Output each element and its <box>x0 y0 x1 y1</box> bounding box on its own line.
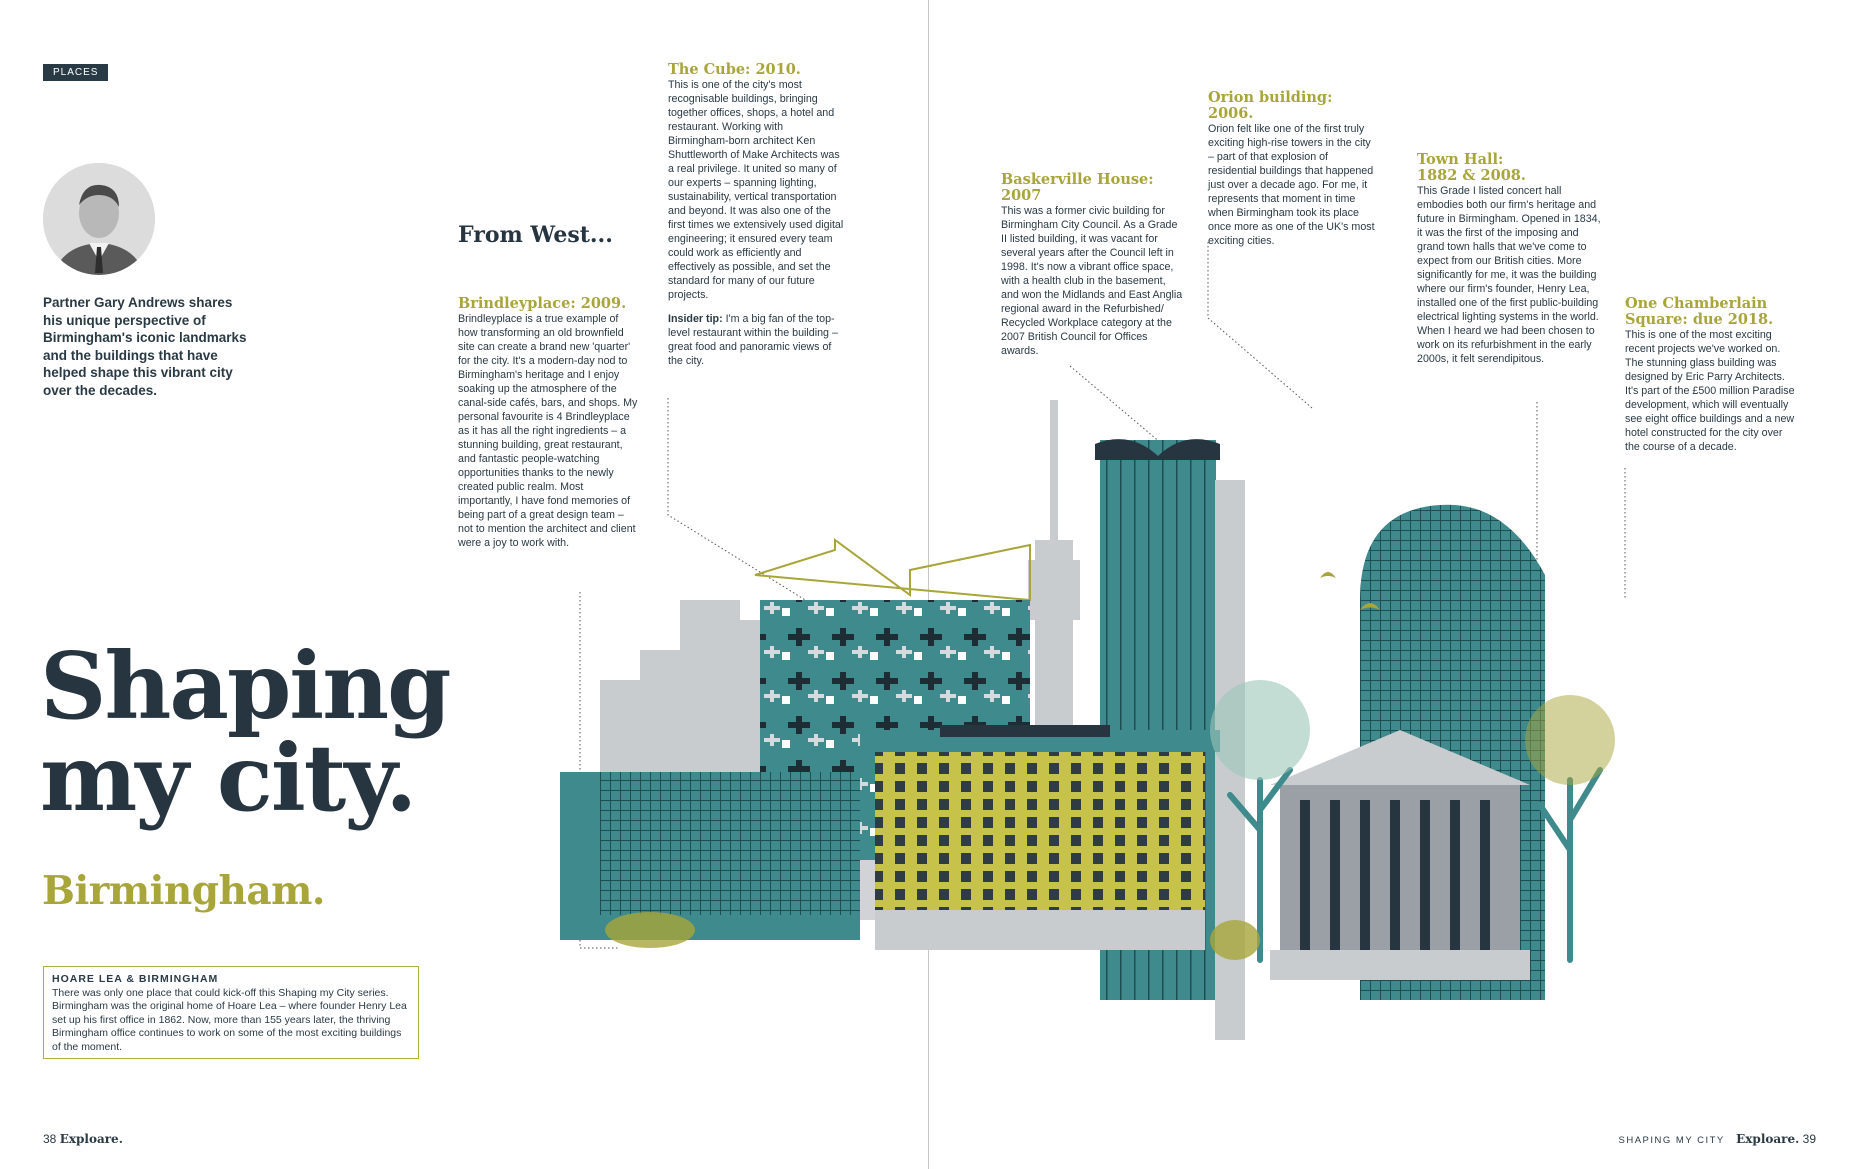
running-head: SHAPING MY CITY <box>1618 1135 1725 1146</box>
intro-text: Partner Gary Andrews shares his unique perspective of Birmingham's iconic landmarks and the buildings that have helped shape this vibrant city over the decades. <box>43 295 247 398</box>
brand-name: Exploare. <box>59 1132 123 1146</box>
entry-heading-1: Town Hall: <box>1417 151 1504 168</box>
city-skyline-illustration-icon <box>560 400 1858 1110</box>
entry-body: This is one of the city's most recognisable buildings, bringing together offices, shops, a hotel and restaurant. Working with Birmingham-born architect Ken Shuttleworth of Make Architects was a real privilege. It united so many of our experts – spanning lighting, sustainability, vertical transportation and beyond. It was also one of the first times we extensively used digital engineering; it ensured every team could work as efficiently and effectively as possible, and set the standard for many of our future projects. <box>668 79 844 301</box>
entry-body: This Grade I listed concert hall embodies both our firm's heritage and future in Birmingham. Opened in 1834, it was the first of the imposing and grand town halls that we've come to expect from our British cities. More significantly for me, it was the building where our firm's founder, Henry Lea, installed one of the first public-building electrical lighting systems in the world. When I heard we had been chosen to work on its refurbishment in the early 2000s, it felt serendipitous. <box>1417 185 1601 365</box>
entry-heading: Brindleyplace: 2009. <box>458 295 627 312</box>
city-title: Birmingham. <box>42 868 326 914</box>
leader-orion <box>1208 242 1312 408</box>
headline-line-1: Shaping <box>40 632 450 740</box>
entry-heading: The Cube: 2010. <box>668 61 801 78</box>
section-tag: PLACES <box>43 64 108 81</box>
page-number: 39 <box>1802 1132 1816 1146</box>
entry-body: Orion felt like one of the first truly exciting high-rise towers in the city – part of that explosion of residential buildings that happened just over a decade ago. For me, it represents that moment in time when Birmingham took its place once more as one of the UK's most exciting cities. <box>1208 123 1375 247</box>
entry-heading: Orion building: 2006. <box>1208 89 1333 122</box>
folio-left <box>43 1132 123 1146</box>
entry-body: This is one of the most exciting recent projects we've worked on. The stunning glass building was designed by Eric Parry Architects. It's part of the £500 million Paradise development, which will eventually see eight office buildings and a new hotel constructed for the city over the course of a decade. <box>1625 329 1795 453</box>
page-number: 38 <box>43 1132 57 1146</box>
entry-heading-1: One Chamberlain <box>1625 295 1768 312</box>
entry-body: Brindleyplace is a true example of how transforming an old brownfield site can create a brand new 'quarter' for the city. It's a modern-day nod to Birmingham's heritage and I enjoy soaking up the atmosphere of the canal-side cafés, bars, and shops. My personal favourite is 4 Brindleyplace as it has all the right ingredients – a stunning building, great restaurant, and fantastic people-watching opportunities thanks to the newly created public realm. Most importantly, I have fond memories of being part of a great design team – not to mention the architect and client were a joy to work with. <box>458 313 638 549</box>
entry-body: This was a former civic building for Birmingham City Council. As a Grade II listed building, it was vacant for several years after the Council left in 1998. It's now a vibrant office space, with a health club in the basement, and won the Midlands and East Anglia regional award in the Refurbished/ Recycled Workplace category at the 2007 British Council for Offices awards. <box>1001 205 1183 357</box>
folio-right <box>1619 1132 1816 1146</box>
box-body: There was only one place that could kick-off this Shaping my City series. Birmingham was the original home of Hoare Lea – where founder Henry Lea set up his first office in 1862. Now, more than 155 years later, the thriving Birmingham office continues to work on some of the most exciting buildings of the moment. <box>52 986 407 1053</box>
brand-name: Exploare. <box>1736 1132 1800 1146</box>
entry-heading-2: 1882 & 2008. <box>1417 167 1526 184</box>
entry-heading: Baskerville House: 2007 <box>1001 171 1154 204</box>
insider-tip-text: I'm a big fan of the top-level restaurant within the building – great food and panoramic views of the city. <box>668 313 838 367</box>
insider-tip-label: Insider tip: <box>668 313 723 325</box>
headline-line-2: my city. <box>40 724 416 832</box>
from-west-heading: From West... <box>458 222 613 248</box>
box-title: HOARE LEA & BIRMINGHAM <box>52 973 219 985</box>
entry-heading-2: Square: due 2018. <box>1625 311 1774 328</box>
